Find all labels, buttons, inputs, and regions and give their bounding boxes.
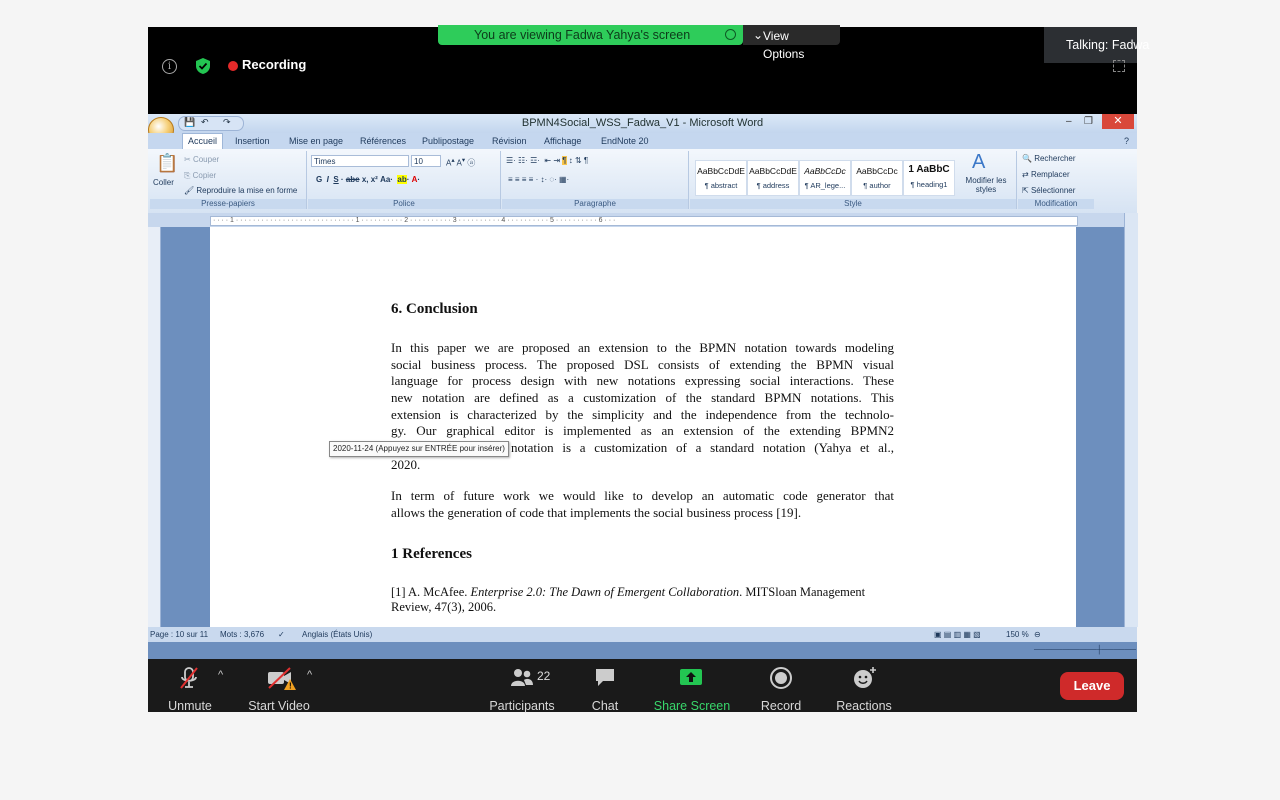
style-heading1[interactable]	[903, 160, 955, 196]
format-painter-label: Reproduire la mise en forme	[196, 186, 298, 195]
word-count[interactable]: Mots : 3,676	[220, 630, 265, 639]
video-options-icon[interactable]: ^	[307, 669, 313, 681]
reactions-icon	[852, 666, 878, 690]
document-page[interactable]	[210, 227, 1076, 627]
text-line: language for process design with new notations expressing social interactions. These	[391, 373, 894, 389]
fullscreen-icon[interactable]	[1113, 60, 1125, 72]
language[interactable]: Anglais (États Unis)	[302, 630, 373, 639]
ref-line2: Review, 47(3), 2006.	[391, 600, 497, 614]
style-preview: AaBbCcDdE	[749, 166, 797, 176]
zoom-window	[148, 27, 1150, 713]
recording-label: Recording	[242, 57, 307, 72]
style-address[interactable]	[747, 160, 799, 196]
banner-text: You are viewing Fadwa Yahya's screen	[474, 28, 691, 42]
style-name: ¶ abstract	[704, 181, 738, 190]
paste-button[interactable]: Coller	[153, 178, 174, 187]
change-styles-icon[interactable]: A	[972, 151, 986, 173]
editing-group	[1018, 151, 1094, 209]
font-size-select[interactable]: 10	[411, 155, 441, 167]
text-line: allows the generation of code that implements the social business process [19].	[391, 504, 802, 520]
unmute-label: Unmute	[168, 699, 212, 713]
paste-icon[interactable]: 📋	[156, 153, 179, 173]
redo-icon[interactable]: ↷	[223, 117, 231, 127]
copy-button[interactable]: ⎘ Copier	[184, 171, 217, 180]
change-styles-button[interactable]: Modifier les styles	[965, 176, 1007, 194]
word-window-title: BPMN4Social_WSS_Fadwa_V1 - Microsoft Word	[521, 117, 764, 129]
style-preview: AaBbCcDc	[804, 166, 846, 176]
tab-revision[interactable]: Révision	[492, 136, 527, 146]
replace-button[interactable]: ⇄ Remplacer	[1022, 170, 1070, 179]
unmute-options-icon[interactable]: ^	[218, 669, 224, 681]
find-label: Rechercher	[1034, 154, 1076, 163]
style-preview: 1 AaBbC	[908, 164, 950, 175]
zoom-slider[interactable]: ⊖ ───────────┼──────	[1034, 630, 1137, 654]
style-ar-legend[interactable]	[799, 160, 851, 196]
recording-dot-icon	[228, 61, 238, 71]
shared-screen	[148, 114, 1137, 659]
word-title-bar	[148, 114, 1137, 133]
tab-mise-en-page[interactable]: Mise en page	[289, 136, 344, 146]
style-name: ¶ author	[863, 181, 891, 190]
ruler	[148, 213, 1137, 227]
copy-label: Copier	[192, 171, 217, 180]
undo-icon[interactable]: ↶	[201, 117, 209, 127]
font-name-select[interactable]: Times	[311, 155, 409, 167]
style-name: ¶ heading1	[910, 180, 948, 189]
cut-button[interactable]: ✂ Couper	[184, 155, 220, 164]
find-button[interactable]: 🔍 Rechercher	[1022, 154, 1076, 163]
text-line: notation is a customization of a standard notation (Yahya et al.,	[511, 440, 894, 456]
align-buttons[interactable]: ≡ ≡ ≡ ≡ · ↕· ◌· ▦·	[508, 175, 570, 184]
microphone-muted-icon	[178, 666, 200, 690]
save-icon[interactable]: 💾	[184, 117, 196, 127]
tab-publipostage[interactable]: Publipostage	[422, 136, 475, 146]
video-off-icon	[266, 666, 296, 690]
text-line: social business process. The proposed DSL consists of extending the BPMN visual	[391, 356, 894, 372]
text-line: extension is characterized by the simplicity and the independence from the technolo-	[391, 406, 894, 422]
font-group-label: Police	[308, 199, 500, 209]
participants-label: Participants	[489, 699, 555, 713]
record-label: Record	[760, 699, 802, 713]
status-dot-icon	[725, 29, 736, 40]
svg-text:!: !	[289, 681, 292, 691]
talking-indicator: Talking: Fadwa	[1044, 27, 1137, 63]
font-group	[308, 151, 501, 209]
clipboard-group-label: Presse-papiers	[150, 199, 306, 209]
style-abstract[interactable]	[695, 160, 747, 196]
style-name: ¶ address	[756, 181, 790, 190]
viewing-banner	[438, 25, 743, 45]
font-format-buttons[interactable]: G I S · abe x, x² Aa· ab· A·	[316, 175, 421, 184]
view-buttons[interactable]: ▣ ▤ ▥ ▦ ▧	[934, 630, 981, 639]
word-status-bar	[148, 627, 1137, 654]
ruler-bar[interactable]: · · · · 1 · · · · · · · · · · · · · · · · · · · · · · · · · · · · 1 · · · · · · · · · · 2 · · · · · · · · · · 3 · · · · · · · · · · 4 · · · · · · · · · · 5 · · · · · · · · · · 6 · · ·	[210, 216, 1078, 226]
style-group-label: Style	[690, 199, 1016, 209]
ref-prefix: [1] A. McAfee.	[391, 585, 471, 599]
tab-endnote[interactable]: EndNote 20	[601, 136, 649, 146]
list-buttons[interactable]: ☰· ☷· ☲· ⇤ ⇥ ¶ ↕ ⇅ ¶	[506, 156, 589, 165]
format-painter-button[interactable]: 🖌 Reproduire la mise en forme	[184, 186, 298, 195]
vertical-scrollbar[interactable]	[1124, 213, 1138, 627]
tab-references[interactable]: Références	[360, 136, 407, 146]
references-heading: 1 References	[391, 546, 472, 562]
restore-icon[interactable]: ❐	[1084, 116, 1093, 127]
participants-icon	[510, 666, 534, 690]
style-author[interactable]	[851, 160, 903, 196]
style-preview: AaBbCcDdE	[697, 166, 745, 176]
page-count[interactable]: Page : 10 sur 11	[150, 630, 209, 639]
section-heading: 6. Conclusion	[391, 301, 478, 317]
text-line: 2020.	[391, 456, 421, 472]
leave-button[interactable]: Leave	[1060, 672, 1124, 700]
tab-accueil[interactable]: Accueil	[182, 133, 223, 149]
start-video-label: Start Video	[248, 699, 310, 713]
ribbon	[148, 149, 1137, 214]
tab-insertion[interactable]: Insertion	[235, 136, 270, 146]
help-icon[interactable]: ?	[1124, 136, 1130, 146]
minimize-icon[interactable]: –	[1066, 116, 1072, 127]
chat-icon	[594, 666, 616, 688]
reactions-label: Reactions	[836, 699, 892, 713]
paragraph-group	[502, 151, 689, 209]
close-icon[interactable]: ✕	[1102, 114, 1134, 129]
view-options-label: View Options	[763, 29, 805, 61]
replace-label: Remplacer	[1030, 170, 1070, 179]
quick-access-toolbar[interactable]	[178, 116, 244, 131]
future-work-paragraph	[391, 488, 894, 521]
select-button[interactable]: ⇱ Sélectionner	[1022, 186, 1076, 195]
reference-item	[391, 585, 898, 615]
share-screen-icon	[679, 666, 703, 688]
clipboard-group	[150, 151, 307, 209]
text-line: new notation are defined as a customization of the standard BPMN notations. This	[391, 390, 894, 406]
select-label: Sélectionner	[1030, 186, 1076, 195]
spellcheck-icon[interactable]: ✓	[278, 630, 285, 639]
cut-label: Couper	[192, 155, 220, 164]
info-icon[interactable]: i	[162, 59, 177, 74]
record-icon	[769, 666, 793, 690]
style-preview: AaBbCcDc	[856, 166, 898, 176]
tab-affichage[interactable]: Affichage	[544, 136, 582, 146]
meeting-toolbar	[148, 659, 1137, 712]
style-name: ¶ AR_lege...	[804, 181, 846, 190]
zoom-level[interactable]: 150 %	[1006, 630, 1029, 639]
text-line: In term of future work we would like to develop an automatic code generator that	[391, 488, 894, 503]
ref-suffix: . MITSloan Management	[739, 585, 866, 599]
participants-count: 22	[537, 669, 551, 683]
paragraph-group-label: Paragraphe	[502, 199, 688, 209]
ribbon-tabs	[148, 133, 1137, 149]
style-group	[690, 151, 1017, 209]
share-screen-label: Share Screen	[653, 699, 731, 713]
view-options-button[interactable]: View Options ⌄	[743, 25, 840, 45]
shield-icon[interactable]	[195, 57, 211, 75]
text-line: gy. Our graphical editor is implemented as an extension of the extending BPMN2	[391, 423, 894, 439]
chat-label: Chat	[591, 699, 619, 713]
text-line: In this paper we are proposed an extension to the BPMN notation towards modeling	[391, 340, 894, 355]
editing-group-label: Modification	[1018, 199, 1094, 209]
ref-title: Enterprise 2.0: The Dawn of Emergent Collaboration	[470, 585, 740, 599]
vertical-ruler	[148, 227, 161, 627]
autocomplete-tooltip[interactable]: 2020-11-24 (Appuyez sur ENTRÉE pour insérer)	[329, 441, 509, 457]
grow-font-icon[interactable]: A▴ A▾ ⓐ	[446, 157, 476, 168]
